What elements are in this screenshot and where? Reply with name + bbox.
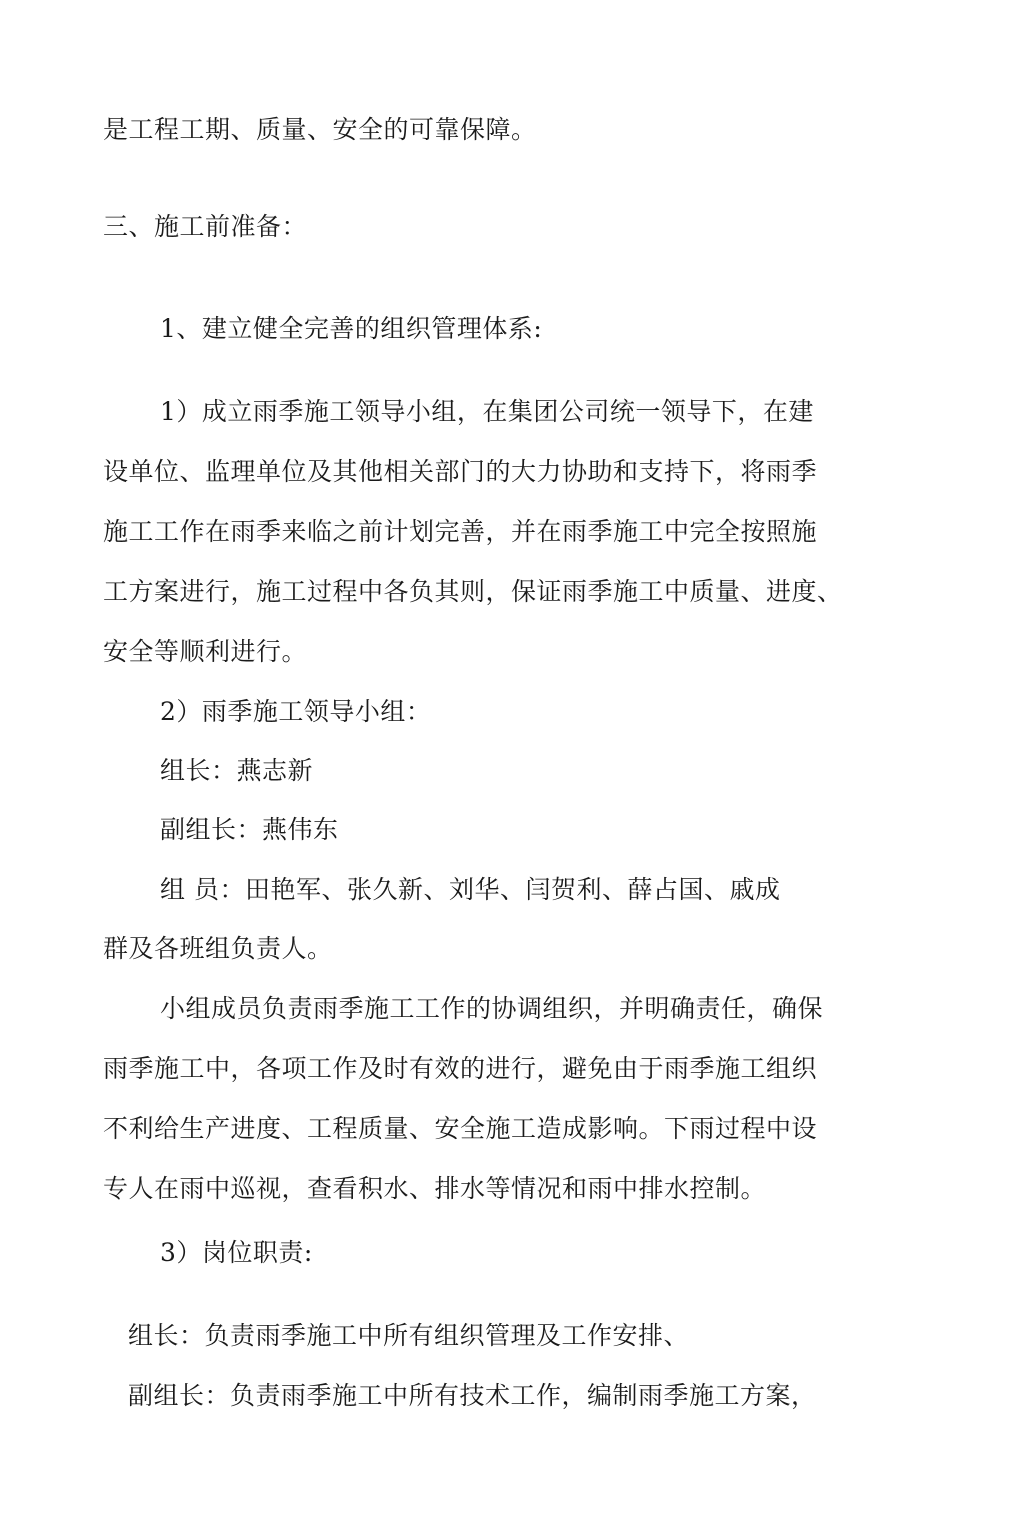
text-line: 工方案进行，施工过程中各负其则，保证雨季施工中质量、进度、 — [103, 577, 843, 606]
text-line: 是工程工期、质量、安全的可靠保障。 — [103, 115, 537, 144]
text-line: 副组长：燕伟东 — [160, 815, 339, 844]
text-line: 施工工作在雨季来临之前计划完善，并在雨季施工中完全按照施 — [103, 517, 818, 546]
section-heading: 三、施工前准备： — [103, 212, 308, 241]
text-line: 设单位、监理单位及其他相关部门的大力协助和支持下，将雨季 — [103, 457, 818, 486]
text-line: 安全等顺利进行。 — [103, 637, 308, 666]
item-heading: 3）岗位职责: — [160, 1238, 313, 1267]
text-line: 不利给生产进度、工程质量、安全施工造成影响。下雨过程中设 — [103, 1114, 818, 1143]
item-heading: 2）雨季施工领导小组： — [160, 697, 432, 726]
text-line: 副组长：负责雨季施工中所有技术工作，编制雨季施工方案， — [128, 1381, 817, 1410]
text-line: 组长：燕志新 — [160, 756, 314, 785]
text-line: 专人在雨中巡视，查看积水、排水等情况和雨中排水控制。 — [103, 1174, 767, 1203]
text-line: 组长：负责雨季施工中所有组织管理及工作安排、 — [128, 1321, 690, 1350]
text-line: 小组成员负责雨季施工工作的协调组织，并明确责任，确保 — [160, 994, 824, 1023]
text-line: 雨季施工中，各项工作及时有效的进行，避免由于雨季施工组织 — [103, 1054, 818, 1083]
text-line: 群及各班组负责人。 — [103, 934, 333, 963]
text-line: 组 员：田艳军、张久新、刘华、闫贺利、薛占国、戚成 — [160, 875, 781, 904]
subsection-heading: 1、建立健全完善的组织管理体系: — [160, 314, 543, 343]
text-line: 1）成立雨季施工领导小组，在集团公司统一领导下，在建 — [160, 397, 814, 426]
